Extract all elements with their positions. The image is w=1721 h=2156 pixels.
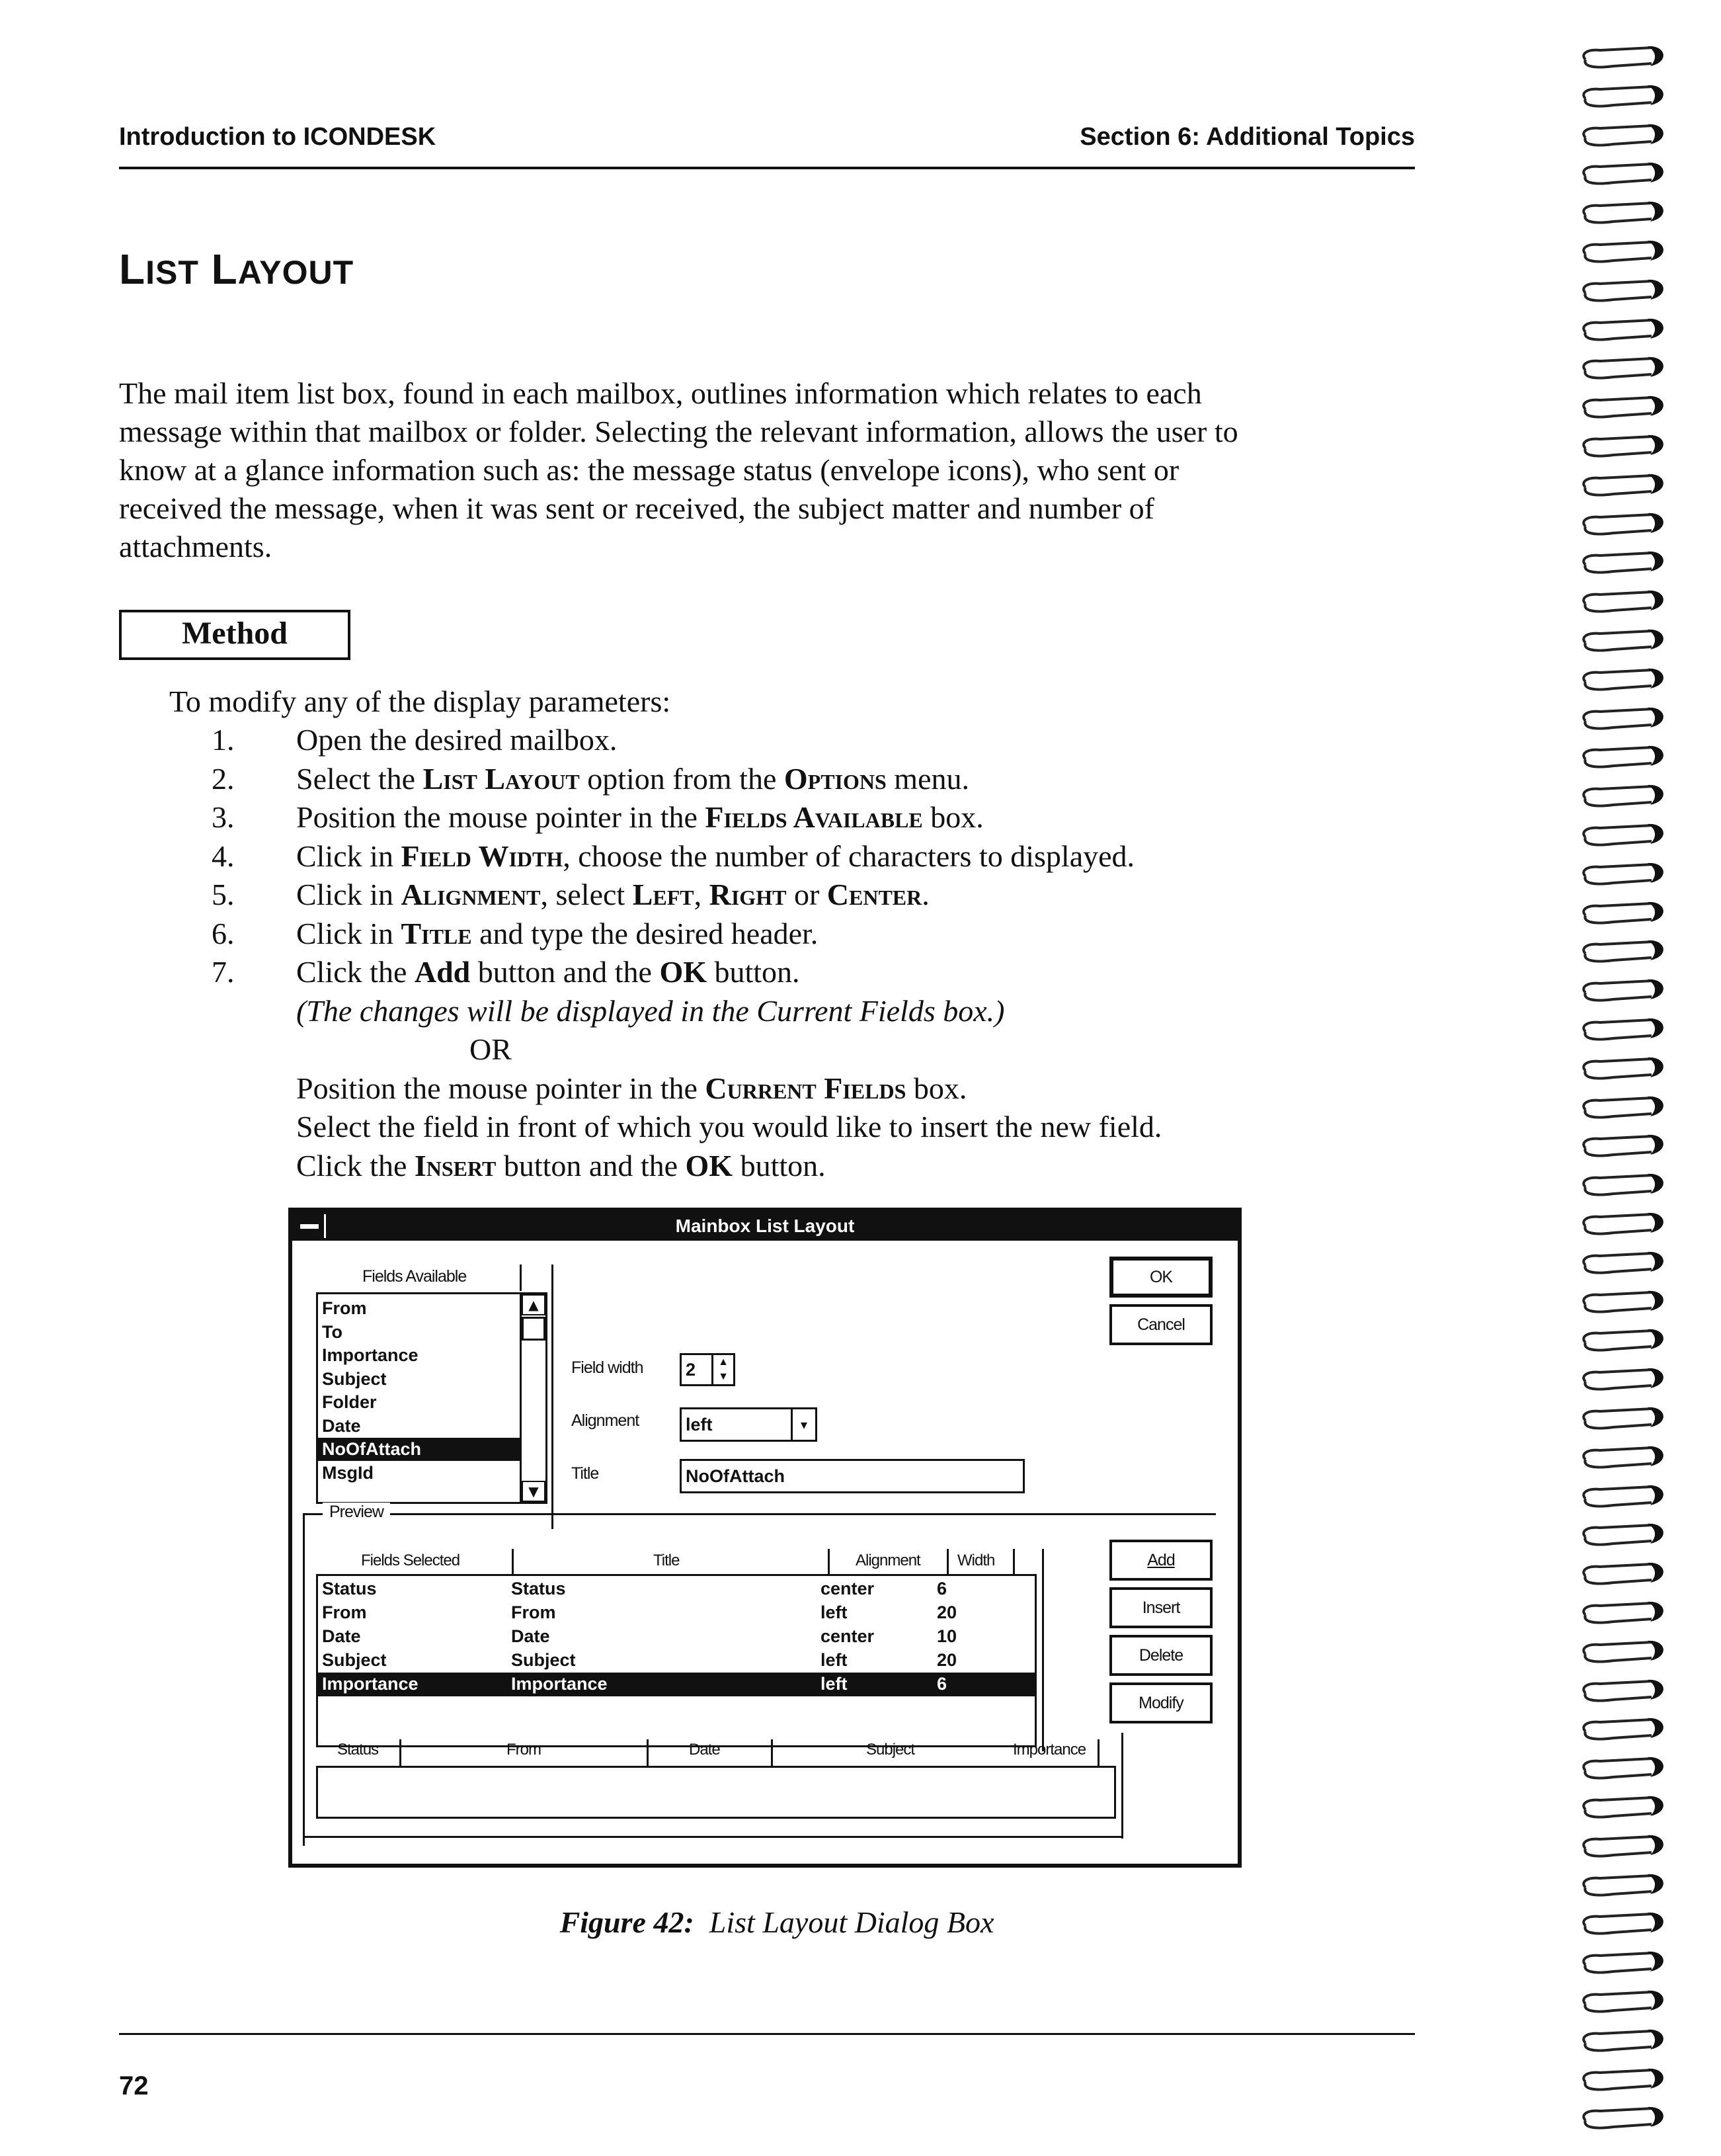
step-number: 2.	[212, 761, 235, 796]
spiral-coil-icon	[1574, 1479, 1673, 1517]
spiral-coil-icon	[1574, 1984, 1673, 2022]
spiral-coil-icon	[1574, 1206, 1673, 1245]
footer-rule	[119, 2033, 1415, 2035]
preview-column-header: From	[506, 1741, 541, 1759]
fields-available-list[interactable]	[316, 1292, 547, 1504]
page-title: LIST LAYOUT	[119, 245, 354, 293]
intro-paragraph	[119, 374, 1428, 566]
spiral-coil-icon	[1574, 234, 1673, 272]
spiral-coil-icon	[1574, 1673, 1673, 1712]
step-item: 7. Click the Add button and the OK button.	[212, 955, 800, 989]
spiral-coil-icon	[1574, 1945, 1673, 1983]
insert-button[interactable]: Insert	[1109, 1587, 1213, 1628]
spiral-coil-icon	[1574, 1090, 1673, 1128]
spiral-coil-icon	[1574, 1323, 1673, 1361]
spiral-coil-icon	[1574, 118, 1673, 156]
spiral-coil-icon	[1574, 351, 1673, 389]
paragraph-line: received the message, when it was sent or received, the subject matter and number of	[119, 491, 1154, 525]
field-width-spinner[interactable]: 2 ▲ ▼	[680, 1353, 735, 1386]
paragraph-line: attachments.	[119, 530, 272, 563]
step-number: 1.	[212, 723, 235, 757]
table-row[interactable]	[318, 1601, 1035, 1625]
spiral-coil-icon	[1574, 1440, 1673, 1478]
cancel-button[interactable]: Cancel	[1109, 1304, 1213, 1345]
table-cell: 10	[937, 1626, 957, 1646]
table-cell: Date	[322, 1626, 361, 1646]
spinner-arrows-icon[interactable]: ▲ ▼	[711, 1355, 733, 1384]
column-divider	[512, 1549, 514, 1575]
step-item: 4. Click in Field Width, choose the number of characters to displayed.	[212, 839, 1135, 873]
step-number: 6.	[212, 916, 235, 950]
table-cell: left	[820, 1674, 848, 1694]
list-item[interactable]: Importance	[322, 1345, 419, 1365]
column-header-width: Width	[957, 1552, 995, 1569]
table-row[interactable]	[318, 1649, 1035, 1673]
running-header-right: Section 6: Additional Topics	[1080, 123, 1415, 151]
spiral-coil-icon	[1574, 545, 1673, 583]
or-separator: OR	[469, 1032, 512, 1066]
list-item[interactable]: Subject	[322, 1368, 387, 1389]
title-input[interactable]: NoOfAttach	[680, 1459, 1025, 1493]
preview-column-header: Subject	[866, 1741, 915, 1759]
alignment-dropdown[interactable]: left ▾	[680, 1407, 817, 1442]
spiral-coil-icon	[1574, 1167, 1673, 1206]
column-divider	[1121, 1733, 1123, 1839]
table-cell: Subject	[322, 1650, 387, 1670]
column-divider	[1013, 1549, 1015, 1575]
table-cell: 6	[937, 1674, 947, 1694]
title-label: Title	[571, 1464, 599, 1483]
table-cell: left	[820, 1602, 848, 1622]
step-item: 6. Click in Title and type the desired header.	[212, 916, 819, 950]
dialog-title: Mainbox List Layout	[675, 1216, 855, 1236]
fields-selected-list[interactable]	[316, 1574, 1037, 1747]
table-row[interactable]	[318, 1673, 1035, 1696]
spiral-coil-icon	[1574, 312, 1673, 351]
spiral-coil-icon	[1574, 79, 1673, 117]
spiral-coil-icon	[1574, 895, 1673, 934]
step-item: 1. Open the desired mailbox.	[212, 723, 618, 757]
step-item: 5. Click in Alignment, select Left, Right or Center.	[212, 878, 930, 911]
spiral-coil-icon	[1574, 429, 1673, 467]
column-divider	[947, 1549, 949, 1575]
preview-label: Preview	[323, 1503, 390, 1522]
table-row[interactable]	[318, 1625, 1035, 1649]
scroll-thumb[interactable]	[522, 1317, 545, 1341]
header-rule	[119, 167, 1415, 169]
spiral-coil-icon	[1574, 1362, 1673, 1400]
table-cell: Importance	[511, 1674, 608, 1694]
spiral-coil-icon	[1574, 934, 1673, 972]
spiral-binding	[1574, 40, 1679, 2156]
alternative-step-line: Select the field in front of which you would like to insert the new field.	[296, 1110, 1162, 1143]
spiral-coil-icon	[1574, 273, 1673, 311]
spiral-coil-icon	[1574, 390, 1673, 428]
column-divider	[520, 1265, 522, 1291]
spiral-coil-icon	[1574, 1051, 1673, 1089]
table-cell: From	[322, 1602, 367, 1622]
column-header-alignment: Alignment	[856, 1552, 920, 1569]
preview-column-header: Importance	[1013, 1741, 1086, 1759]
ok-button[interactable]: OK	[1109, 1257, 1213, 1298]
spiral-coil-icon	[1574, 1595, 1673, 1634]
step-number: 7.	[212, 955, 235, 989]
column-header-title: Title	[653, 1552, 680, 1569]
method-intro: To modify any of the display parameters:	[169, 684, 671, 718]
step-note: (The changes will be displayed in the Current Fields box.)	[296, 993, 1005, 1028]
spiral-coil-icon	[1574, 817, 1673, 856]
list-item[interactable]: MsgId	[322, 1462, 374, 1483]
spiral-coil-icon	[1574, 1284, 1673, 1323]
spiral-coil-icon	[1574, 623, 1673, 661]
list-item[interactable]: Folder	[322, 1392, 377, 1412]
column-divider	[647, 1739, 649, 1766]
spiral-coil-icon	[1574, 195, 1673, 233]
column-divider	[1098, 1739, 1100, 1766]
spiral-coil-icon	[1574, 973, 1673, 1011]
spiral-coil-icon	[1574, 739, 1673, 778]
list-item[interactable]: From	[322, 1298, 367, 1318]
step-item: 3. Position the mouse pointer in the Fields Available box.	[212, 800, 984, 834]
alternative-step-line: Position the mouse pointer in the Current Fields box.	[296, 1071, 967, 1105]
method-label-box: Method	[119, 610, 350, 660]
preview-column-header: Status	[337, 1741, 379, 1759]
spiral-coil-icon	[1574, 2062, 1673, 2100]
column-header-fields-selected: Fields Selected	[361, 1552, 460, 1569]
table-cell: Subject	[511, 1650, 576, 1670]
scroll-down-icon[interactable]: ▼	[522, 1481, 545, 1502]
table-cell: Status	[511, 1579, 566, 1598]
list-item[interactable]: To	[322, 1321, 342, 1342]
spiral-coil-icon	[1574, 1245, 1673, 1284]
spiral-coil-icon	[1574, 1517, 1673, 1555]
preview-bottom-rule	[303, 1836, 1123, 1838]
spiral-coil-icon	[1574, 1401, 1673, 1439]
alignment-label: Alignment	[571, 1411, 639, 1430]
spiral-coil-icon	[1574, 468, 1673, 506]
table-row[interactable]	[318, 1577, 1035, 1601]
column-divider	[1042, 1549, 1044, 1751]
spiral-coil-icon	[1574, 2023, 1673, 2061]
dropdown-arrow-icon[interactable]: ▾	[791, 1409, 815, 1440]
spiral-coil-icon	[1574, 1906, 1673, 1944]
list-layout-dialog	[288, 1208, 1242, 1868]
dialog-title-bar	[292, 1212, 1238, 1241]
table-cell: Date	[511, 1626, 550, 1646]
list-item[interactable]: NoOfAttach	[322, 1439, 421, 1459]
spiral-coil-icon	[1574, 1556, 1673, 1595]
table-cell: left	[820, 1650, 848, 1670]
paragraph-line: The mail item list box, found in each mailbox, outlines information which relates to each	[119, 376, 1202, 410]
table-cell: 20	[937, 1602, 957, 1622]
column-divider	[551, 1265, 553, 1529]
column-divider	[828, 1549, 830, 1575]
spiral-coil-icon	[1574, 507, 1673, 545]
spiral-coil-icon	[1574, 1712, 1673, 1750]
preview-list	[316, 1766, 1116, 1819]
preview-column-header: Date	[689, 1741, 720, 1759]
page-number: 72	[119, 2071, 149, 2100]
list-item[interactable]: Date	[322, 1415, 361, 1436]
spiral-coil-icon	[1574, 1829, 1673, 1867]
paragraph-line: know at a glance information such as: the message status (envelope icons), who sent or	[119, 453, 1180, 487]
figure-caption: Figure 42: List Layout Dialog Box	[559, 1905, 994, 1939]
spiral-coil-icon	[1574, 662, 1673, 700]
table-cell: From	[511, 1602, 556, 1622]
add-button[interactable]: Add	[1109, 1540, 1213, 1581]
step-number: 5.	[212, 878, 235, 911]
spiral-coil-icon	[1574, 1751, 1673, 1789]
table-cell: Importance	[322, 1674, 419, 1694]
step-number: 3.	[212, 800, 235, 834]
spiral-coil-icon	[1574, 1634, 1673, 1673]
spiral-coil-icon	[1574, 584, 1673, 622]
table-cell: 20	[937, 1650, 957, 1670]
fields-available-label: Fields Available	[362, 1267, 467, 1286]
modify-button[interactable]: Modify	[1109, 1682, 1213, 1723]
alternative-step-line: Click the Insert button and the OK button.	[296, 1148, 826, 1182]
spiral-coil-icon	[1574, 40, 1673, 78]
spiral-coil-icon	[1574, 2100, 1673, 2139]
table-cell: 6	[937, 1579, 947, 1598]
spiral-coil-icon	[1574, 778, 1673, 817]
table-cell: center	[820, 1626, 875, 1646]
spiral-coil-icon	[1574, 1128, 1673, 1167]
paragraph-line: message within that mailbox or folder. Selecting the relevant information, allows the user to	[119, 415, 1238, 448]
table-cell: center	[820, 1579, 875, 1598]
spiral-coil-icon	[1574, 1868, 1673, 1906]
spiral-coil-icon	[1574, 156, 1673, 194]
running-header-left: Introduction to ICONDESK	[119, 123, 436, 151]
delete-button[interactable]: Delete	[1109, 1635, 1213, 1676]
field-width-label: Field width	[571, 1358, 643, 1377]
table-cell: Status	[322, 1579, 377, 1598]
step-number: 4.	[212, 839, 235, 873]
spiral-coil-icon	[1574, 701, 1673, 739]
spiral-coil-icon	[1574, 856, 1673, 895]
spiral-coil-icon	[1574, 1790, 1673, 1828]
column-divider	[771, 1739, 773, 1766]
fields-available-scrollbar[interactable]	[520, 1294, 545, 1502]
scroll-up-icon[interactable]: ▲	[522, 1294, 545, 1315]
step-item: 2. Select the List Layout option from the Options menu.	[212, 761, 969, 796]
column-divider	[399, 1739, 401, 1766]
spiral-coil-icon	[1574, 1012, 1673, 1050]
system-menu-icon[interactable]	[295, 1214, 326, 1238]
